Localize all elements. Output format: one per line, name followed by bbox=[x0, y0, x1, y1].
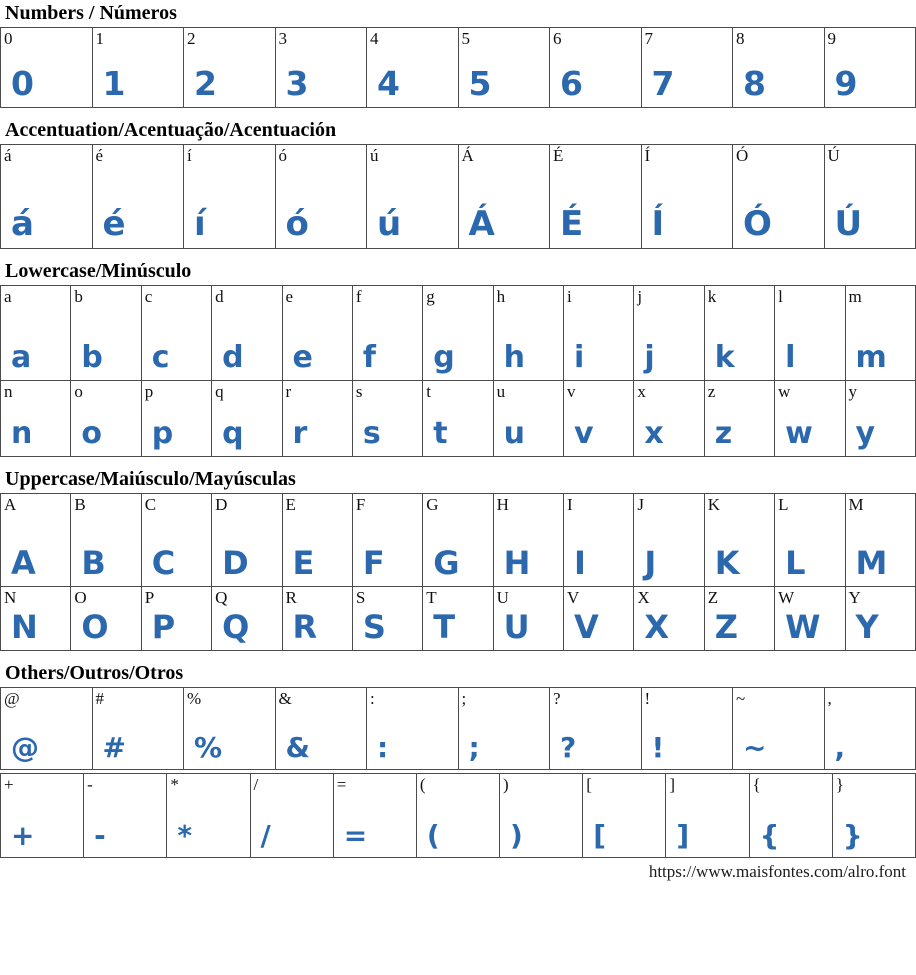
char-cell bbox=[250, 774, 333, 858]
char-cell bbox=[416, 774, 499, 858]
char-cell bbox=[423, 494, 493, 587]
char-label: @ bbox=[4, 689, 20, 708]
char-glyph: 2 bbox=[194, 64, 217, 103]
char-label: n bbox=[4, 382, 13, 401]
char-label: * bbox=[170, 775, 179, 794]
char-label: Á bbox=[461, 146, 474, 165]
char-label: J bbox=[637, 495, 644, 514]
char-glyph: { bbox=[759, 819, 780, 852]
char-label: b bbox=[74, 287, 83, 306]
char-label: ó bbox=[278, 146, 287, 165]
section-accentuation bbox=[0, 108, 916, 249]
char-label: ) bbox=[503, 775, 509, 794]
char-glyph: 4 bbox=[377, 64, 400, 103]
char-glyph: a bbox=[11, 340, 32, 375]
numbers-glyph-table-row-0 bbox=[0, 27, 916, 108]
char-cell bbox=[275, 28, 367, 108]
char-cell bbox=[666, 774, 749, 858]
char-glyph: b bbox=[81, 340, 103, 375]
char-cell bbox=[641, 145, 733, 249]
char-glyph: O bbox=[81, 608, 109, 646]
char-glyph: y bbox=[855, 416, 876, 451]
char-label: v bbox=[567, 382, 576, 401]
char-cell bbox=[583, 774, 666, 858]
char-glyph: - bbox=[94, 819, 106, 852]
char-glyph: 9 bbox=[834, 64, 858, 103]
char-label: u bbox=[496, 382, 506, 401]
char-cell bbox=[212, 286, 282, 381]
char-label: = bbox=[336, 775, 347, 794]
char-cell bbox=[500, 774, 583, 858]
char-glyph: 8 bbox=[743, 64, 766, 103]
char-label: é bbox=[95, 146, 104, 165]
char-label: A bbox=[4, 495, 17, 514]
char-cell bbox=[845, 494, 916, 587]
char-glyph: p bbox=[151, 416, 174, 451]
char-cell bbox=[493, 286, 563, 381]
char-glyph: X bbox=[644, 608, 670, 646]
char-glyph: ( bbox=[426, 819, 440, 852]
char-label: L bbox=[778, 495, 789, 514]
char-cell bbox=[749, 774, 832, 858]
char-label: i bbox=[567, 287, 572, 306]
char-cell bbox=[282, 381, 352, 457]
char-label: , bbox=[827, 689, 832, 708]
char-cell bbox=[493, 587, 563, 651]
char-label: Ú bbox=[827, 146, 840, 165]
char-cell bbox=[71, 587, 141, 651]
char-cell bbox=[775, 286, 845, 381]
char-label: N bbox=[4, 588, 17, 607]
char-cell bbox=[275, 688, 367, 770]
char-cell bbox=[92, 28, 184, 108]
char-glyph: Á bbox=[468, 204, 495, 244]
char-glyph: x bbox=[644, 416, 664, 451]
char-cell bbox=[634, 587, 704, 651]
uppercase-glyph-table-row-1 bbox=[0, 586, 916, 651]
char-glyph: * bbox=[177, 819, 192, 852]
section-title-accentuation: Accentuation/Acentuação/Acentuación bbox=[5, 119, 337, 141]
char-glyph: , bbox=[834, 731, 846, 764]
char-label: W bbox=[778, 588, 795, 607]
char-glyph: [ bbox=[593, 819, 606, 852]
char-label: S bbox=[355, 588, 366, 607]
char-label: M bbox=[848, 495, 864, 514]
char-label: a bbox=[4, 287, 12, 306]
char-label: ! bbox=[644, 689, 651, 708]
char-glyph: ~ bbox=[743, 731, 767, 764]
char-cell bbox=[775, 587, 845, 651]
char-glyph: c bbox=[151, 340, 170, 375]
char-glyph: Q bbox=[222, 608, 250, 646]
char-cell bbox=[367, 145, 459, 249]
char-label: h bbox=[496, 287, 506, 306]
char-cell bbox=[1, 286, 71, 381]
char-glyph: h bbox=[503, 340, 525, 375]
char-label: 0 bbox=[4, 29, 13, 48]
char-glyph: V bbox=[574, 608, 599, 646]
char-glyph: k bbox=[714, 340, 735, 375]
char-label: Z bbox=[707, 588, 719, 607]
char-label: 4 bbox=[370, 29, 379, 48]
char-cell bbox=[824, 688, 916, 770]
uppercase-glyph-table-row-0 bbox=[0, 493, 916, 587]
char-cell bbox=[212, 587, 282, 651]
char-label: ? bbox=[553, 689, 561, 708]
char-cell bbox=[775, 494, 845, 587]
char-label: T bbox=[426, 588, 437, 607]
char-glyph: s bbox=[362, 416, 381, 451]
char-glyph: ó bbox=[285, 204, 309, 244]
char-cell bbox=[352, 494, 422, 587]
char-label: C bbox=[144, 495, 157, 514]
char-cell bbox=[634, 494, 704, 587]
char-label: { bbox=[752, 775, 761, 794]
char-cell bbox=[1, 494, 71, 587]
char-label: E bbox=[285, 495, 296, 514]
char-glyph: í bbox=[194, 204, 206, 244]
char-cell bbox=[845, 286, 916, 381]
char-glyph: G bbox=[433, 544, 460, 582]
char-glyph: F bbox=[362, 544, 385, 582]
char-glyph: ? bbox=[560, 731, 577, 764]
char-cell bbox=[141, 494, 211, 587]
char-label: á bbox=[4, 146, 12, 165]
char-label: % bbox=[187, 689, 202, 708]
char-glyph: ; bbox=[468, 731, 480, 764]
char-label: g bbox=[426, 287, 435, 306]
char-glyph: 1 bbox=[102, 64, 126, 103]
char-label: - bbox=[87, 775, 93, 794]
char-cell bbox=[92, 145, 184, 249]
char-label: x bbox=[637, 382, 646, 401]
char-cell bbox=[184, 28, 276, 108]
char-label: ( bbox=[419, 775, 426, 794]
char-label: c bbox=[144, 287, 153, 306]
char-cell bbox=[564, 494, 634, 587]
char-glyph: Í bbox=[651, 204, 665, 244]
char-cell bbox=[167, 774, 250, 858]
char-glyph: M bbox=[855, 544, 888, 582]
char-glyph: e bbox=[292, 340, 313, 375]
char-cell bbox=[352, 286, 422, 381]
char-glyph: i bbox=[574, 340, 585, 375]
others-glyph-table-row-0 bbox=[0, 687, 916, 770]
lowercase-glyph-table-row-0 bbox=[0, 285, 916, 381]
char-cell bbox=[84, 774, 167, 858]
char-glyph: J bbox=[644, 544, 657, 582]
char-cell bbox=[367, 688, 459, 770]
char-cell bbox=[333, 774, 416, 858]
section-title-uppercase: Uppercase/Maiúsculo/Mayúsculas bbox=[5, 468, 296, 490]
char-cell bbox=[704, 381, 774, 457]
char-glyph: E bbox=[292, 544, 315, 582]
char-label: & bbox=[278, 689, 292, 708]
char-cell bbox=[733, 28, 825, 108]
char-glyph: % bbox=[194, 731, 223, 764]
char-cell bbox=[1, 688, 93, 770]
char-label: ] bbox=[669, 775, 676, 794]
char-label: p bbox=[144, 382, 154, 401]
char-cell bbox=[71, 286, 141, 381]
char-cell bbox=[1, 774, 84, 858]
char-cell bbox=[71, 381, 141, 457]
char-cell bbox=[550, 28, 642, 108]
char-cell bbox=[564, 286, 634, 381]
char-cell bbox=[141, 587, 211, 651]
char-glyph: I bbox=[574, 544, 586, 582]
char-glyph: ! bbox=[651, 731, 665, 764]
char-glyph: & bbox=[285, 731, 310, 764]
footer-url: https://www.maisfontes.com/alro.font bbox=[648, 862, 906, 881]
char-glyph: ) bbox=[510, 819, 523, 852]
char-glyph: P bbox=[151, 608, 176, 646]
char-cell bbox=[704, 286, 774, 381]
char-label: U bbox=[496, 588, 509, 607]
char-cell bbox=[141, 381, 211, 457]
section-title-numbers: Numbers / Números bbox=[5, 2, 177, 24]
lowercase-glyph-table-row-1 bbox=[0, 380, 916, 457]
char-label: / bbox=[253, 775, 259, 794]
char-label: } bbox=[835, 775, 844, 794]
char-label: f bbox=[355, 287, 362, 306]
char-glyph: É bbox=[560, 204, 584, 244]
char-cell bbox=[184, 688, 276, 770]
char-cell bbox=[634, 286, 704, 381]
char-glyph: 3 bbox=[285, 64, 309, 103]
char-glyph: g bbox=[433, 340, 455, 375]
char-cell bbox=[564, 381, 634, 457]
char-glyph: D bbox=[222, 544, 249, 582]
char-cell bbox=[352, 587, 422, 651]
char-glyph: + bbox=[11, 819, 35, 852]
char-cell bbox=[367, 28, 459, 108]
char-glyph: q bbox=[222, 416, 244, 451]
char-cell bbox=[282, 587, 352, 651]
char-cell bbox=[212, 494, 282, 587]
char-label: # bbox=[95, 689, 104, 708]
char-label: k bbox=[707, 287, 717, 306]
char-glyph: U bbox=[503, 608, 530, 646]
char-cell bbox=[141, 286, 211, 381]
char-label: t bbox=[426, 382, 431, 401]
char-label: m bbox=[848, 287, 862, 306]
char-label: B bbox=[74, 495, 86, 514]
char-label: s bbox=[355, 382, 363, 401]
char-glyph: m bbox=[855, 340, 887, 375]
char-cell bbox=[184, 145, 276, 249]
char-glyph: n bbox=[11, 416, 33, 451]
char-cell bbox=[641, 688, 733, 770]
char-cell bbox=[733, 688, 825, 770]
char-glyph: S bbox=[362, 608, 386, 646]
char-glyph: } bbox=[842, 819, 863, 852]
char-cell bbox=[733, 145, 825, 249]
char-glyph: K bbox=[714, 544, 740, 582]
section-title-others: Others/Outros/Otros bbox=[5, 662, 184, 684]
char-glyph: r bbox=[292, 416, 308, 451]
char-label: z bbox=[707, 382, 716, 401]
char-label: í bbox=[187, 146, 192, 165]
char-label: Q bbox=[215, 588, 228, 607]
char-glyph: Ó bbox=[743, 204, 772, 244]
char-label: O bbox=[74, 588, 87, 607]
char-label: [ bbox=[586, 775, 592, 794]
char-glyph: A bbox=[11, 544, 36, 582]
char-cell bbox=[493, 494, 563, 587]
char-label: K bbox=[707, 495, 721, 514]
char-glyph: B bbox=[81, 544, 106, 582]
char-glyph: ] bbox=[676, 819, 690, 852]
char-label: I bbox=[567, 495, 573, 514]
char-label: + bbox=[4, 775, 14, 794]
char-cell bbox=[1, 381, 71, 457]
char-glyph: Z bbox=[714, 608, 738, 646]
char-label: R bbox=[285, 588, 297, 607]
char-cell bbox=[458, 145, 550, 249]
char-glyph: 0 bbox=[11, 64, 34, 103]
section-others bbox=[0, 651, 916, 858]
char-cell bbox=[824, 145, 916, 249]
char-glyph: é bbox=[102, 204, 126, 244]
char-label: G bbox=[426, 495, 439, 514]
char-label: 3 bbox=[278, 29, 287, 48]
char-cell bbox=[832, 774, 915, 858]
char-label: ; bbox=[461, 689, 467, 708]
char-glyph: T bbox=[433, 608, 456, 646]
char-cell bbox=[704, 494, 774, 587]
char-glyph: = bbox=[343, 819, 368, 852]
char-cell bbox=[845, 381, 916, 457]
char-cell bbox=[824, 28, 916, 108]
section-uppercase bbox=[0, 457, 916, 651]
char-glyph: w bbox=[785, 416, 813, 451]
char-glyph: u bbox=[503, 416, 525, 451]
char-glyph: á bbox=[11, 204, 34, 244]
char-glyph: d bbox=[222, 340, 244, 375]
char-label: j bbox=[637, 287, 643, 306]
char-label: d bbox=[215, 287, 224, 306]
char-cell bbox=[275, 145, 367, 249]
char-label: y bbox=[848, 382, 857, 401]
char-label: 9 bbox=[827, 29, 836, 48]
char-cell bbox=[1, 28, 93, 108]
char-label: o bbox=[74, 382, 83, 401]
char-label: V bbox=[567, 588, 580, 607]
char-glyph: 6 bbox=[560, 64, 583, 103]
char-glyph: f bbox=[362, 340, 376, 375]
char-label: H bbox=[496, 495, 509, 514]
char-label: ú bbox=[370, 146, 379, 165]
char-cell bbox=[634, 381, 704, 457]
char-label: 7 bbox=[644, 29, 653, 48]
char-glyph: L bbox=[785, 544, 806, 582]
char-label: F bbox=[355, 495, 366, 514]
char-glyph: z bbox=[714, 416, 733, 451]
char-label: 2 bbox=[187, 29, 196, 48]
char-cell bbox=[564, 587, 634, 651]
char-cell bbox=[775, 381, 845, 457]
char-glyph: C bbox=[151, 544, 176, 582]
char-glyph: l bbox=[785, 340, 796, 375]
char-glyph: ú bbox=[377, 204, 402, 244]
char-cell bbox=[423, 286, 493, 381]
char-label: Í bbox=[644, 146, 651, 165]
char-cell bbox=[641, 28, 733, 108]
section-title-lowercase: Lowercase/Minúsculo bbox=[5, 260, 192, 282]
char-cell bbox=[352, 381, 422, 457]
char-label: D bbox=[215, 495, 228, 514]
char-glyph: H bbox=[503, 544, 531, 582]
char-label: 6 bbox=[553, 29, 562, 48]
char-label: 1 bbox=[95, 29, 104, 48]
char-cell bbox=[282, 286, 352, 381]
char-cell bbox=[704, 587, 774, 651]
char-cell bbox=[423, 587, 493, 651]
char-glyph: W bbox=[785, 608, 821, 646]
char-label: ~ bbox=[736, 689, 746, 708]
char-label: É bbox=[553, 146, 564, 165]
char-label: Y bbox=[848, 588, 861, 607]
char-glyph: : bbox=[377, 731, 389, 764]
char-glyph: 5 bbox=[468, 64, 492, 103]
accentuation-glyph-table-row-0 bbox=[0, 144, 916, 249]
char-glyph: j bbox=[644, 340, 655, 375]
char-glyph: N bbox=[11, 608, 38, 646]
char-label: e bbox=[285, 287, 294, 306]
char-cell bbox=[845, 587, 916, 651]
char-cell bbox=[1, 587, 71, 651]
char-label: P bbox=[144, 588, 155, 607]
char-label: l bbox=[778, 287, 783, 306]
char-glyph: Ú bbox=[834, 204, 863, 244]
char-cell bbox=[550, 145, 642, 249]
char-cell bbox=[71, 494, 141, 587]
char-glyph: # bbox=[102, 731, 126, 764]
char-cell bbox=[282, 494, 352, 587]
char-cell bbox=[550, 688, 642, 770]
char-label: 5 bbox=[461, 29, 470, 48]
char-cell bbox=[458, 28, 550, 108]
section-lowercase bbox=[0, 249, 916, 457]
char-glyph: t bbox=[433, 416, 448, 451]
char-cell bbox=[423, 381, 493, 457]
char-cell bbox=[92, 688, 184, 770]
section-numbers bbox=[0, 0, 916, 108]
char-label: 8 bbox=[736, 29, 745, 48]
char-glyph: R bbox=[292, 608, 318, 646]
char-label: w bbox=[778, 382, 791, 401]
char-label: q bbox=[215, 382, 224, 401]
others-glyph-table-row-1 bbox=[0, 773, 916, 858]
char-label: r bbox=[285, 382, 292, 401]
char-cell bbox=[493, 381, 563, 457]
char-cell bbox=[1, 145, 93, 249]
char-glyph: / bbox=[260, 819, 271, 852]
char-label: : bbox=[370, 689, 375, 708]
char-label: Ó bbox=[736, 146, 749, 165]
char-cell bbox=[212, 381, 282, 457]
char-glyph: v bbox=[574, 416, 594, 451]
char-glyph: o bbox=[81, 416, 102, 451]
char-label: X bbox=[637, 588, 650, 607]
char-glyph: Y bbox=[855, 608, 879, 646]
char-glyph: @ bbox=[11, 731, 39, 764]
char-cell bbox=[458, 688, 550, 770]
char-glyph: 7 bbox=[651, 64, 675, 103]
